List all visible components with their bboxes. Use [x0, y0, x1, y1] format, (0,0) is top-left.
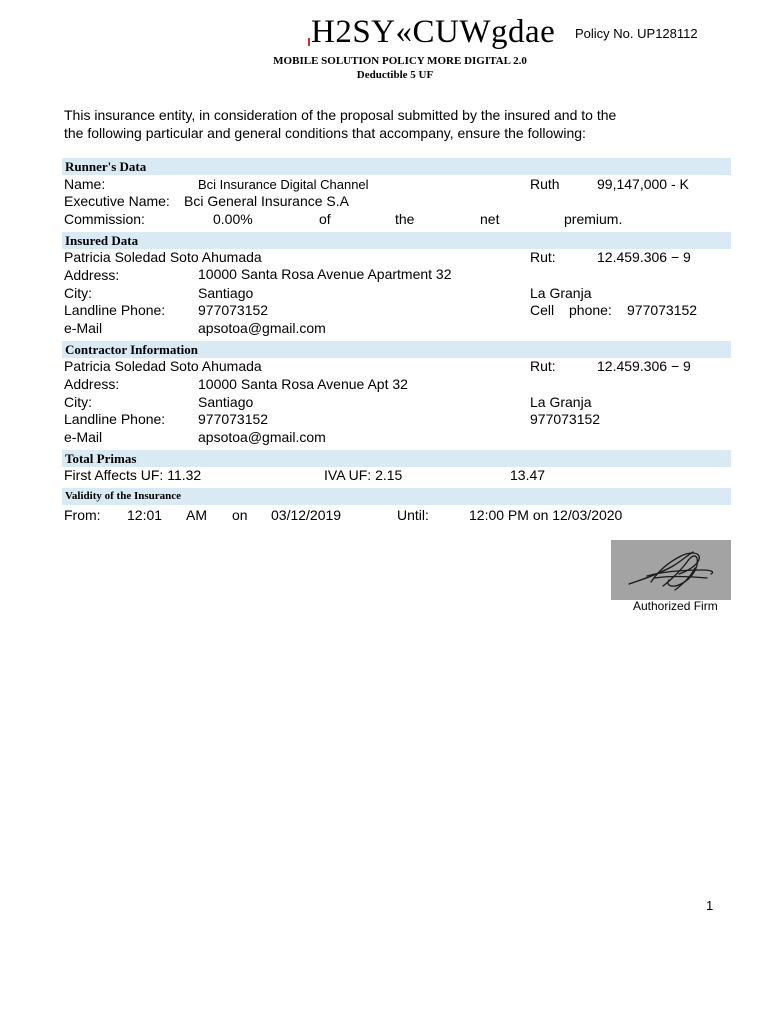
validity-section-title: Validity of the Insurance — [65, 490, 182, 502]
runner-name-label: Name: — [64, 176, 106, 192]
contractor-address-label: Address: — [64, 376, 120, 392]
contractor-section-title: Contractor Information — [65, 342, 198, 357]
validity-from-on: on — [232, 507, 248, 523]
insured-rut-value: 12.459.306 − 9 — [597, 249, 691, 265]
insured-cell-value: 977073152 — [627, 302, 698, 318]
intro-line-1: This insurance entity, in consideration of the proposal submitted by the insured and to the — [64, 107, 617, 123]
runner-commission-word: premium. — [564, 211, 623, 227]
contractor-phone2: 977073152 — [530, 411, 601, 427]
runner-executive-value: Bci General Insurance S.A — [184, 193, 349, 209]
contractor-email-label: e-Mail — [64, 429, 103, 445]
contractor-landline-value: 977073152 — [198, 411, 269, 427]
deductible: Deductible 5 UF — [356, 69, 434, 81]
policy-number: Policy No. UP128112 — [575, 26, 698, 41]
runner-commission-word: of — [319, 211, 331, 227]
contractor-commune: La Granja — [530, 394, 592, 410]
insured-city-label: City: — [64, 285, 92, 301]
contractor-rut-value: 12.459.306 − 9 — [597, 358, 691, 374]
validity-from-label: From: — [64, 507, 101, 523]
insured-rut-label: Rut: — [530, 249, 556, 265]
validity-from-ampm: AM — [186, 507, 207, 523]
runner-ruth-label: Ruth — [530, 176, 560, 192]
validity-until-label: Until: — [397, 507, 429, 523]
validity-from-time: 12:01 — [127, 507, 163, 523]
runner-commission-value: 0.00% — [213, 211, 253, 227]
insured-email-value: apsotoa@gmail.com — [198, 320, 326, 336]
insured-cell-label: phone: — [569, 302, 612, 318]
insured-landline-value: 977073152 — [198, 302, 269, 318]
contractor-email-value: apsotoa@gmail.com — [198, 429, 326, 445]
insured-section-title: Insured Data — [65, 233, 139, 248]
validity-section-header — [62, 488, 731, 505]
runner-section-title: Runner's Data — [65, 159, 147, 174]
insured-commune: La Granja — [530, 285, 592, 301]
contractor-city-label: City: — [64, 394, 92, 410]
validity-from-date: 03/12/2019 — [271, 507, 342, 523]
policy-subtitle: MOBILE SOLUTION POLICY MORE DIGITAL 2.0 — [273, 55, 527, 67]
runner-commission-word: the — [395, 211, 415, 227]
insured-address-label: Address: — [64, 267, 120, 283]
insured-email-label: e-Mail — [64, 320, 103, 336]
runner-name-value: Bci Insurance Digital Channel — [198, 177, 369, 192]
insured-cell-label: Cell — [530, 302, 555, 318]
contractor-name: Patricia Soledad Soto Ahumada — [64, 358, 262, 374]
contractor-rut-label: Rut: — [530, 358, 556, 374]
insured-section-header — [62, 232, 731, 249]
runner-section-header — [62, 158, 731, 175]
primas-first-affects: First Affects UF: 11.32 — [64, 467, 202, 483]
intro-line-2: the following particular and general conditions that accompany, ensure the following: — [64, 125, 586, 141]
signature-image — [611, 540, 731, 600]
signature-scribble — [611, 540, 731, 600]
red-mark — [308, 38, 310, 46]
contractor-city-value: Santiago — [198, 394, 254, 410]
primas-total: 13.47 — [510, 467, 546, 483]
primas-section-header — [62, 450, 731, 467]
runner-commission-label: Commission: — [64, 211, 145, 227]
runner-commission-word: net — [480, 211, 500, 227]
primas-iva: IVA UF: 2.15 — [324, 467, 403, 483]
contractor-landline-label: Landline Phone: — [64, 411, 166, 427]
validity-until-value: 12:00 PM on 12/03/2020 — [469, 507, 623, 523]
primas-section-title: Total Primas — [65, 451, 137, 466]
runner-ruth-value: 99,147,000 - K — [597, 176, 689, 192]
barcode-text: H2SY«CUWgdae — [311, 14, 556, 50]
page-number: 1 — [706, 898, 714, 913]
insured-name: Patricia Soledad Soto Ahumada — [64, 249, 262, 265]
authorized-firm-label: Authorized Firm — [633, 599, 718, 613]
contractor-section-header — [62, 341, 731, 358]
runner-executive-label: Executive Name: — [64, 193, 170, 209]
insured-landline-label: Landline Phone: — [64, 302, 166, 318]
contractor-address-value: 10000 Santa Rosa Avenue Apt 32 — [198, 376, 408, 392]
insured-city-value: Santiago — [198, 285, 254, 301]
insured-address-value: 10000 Santa Rosa Avenue Apartment 32 — [198, 266, 452, 282]
